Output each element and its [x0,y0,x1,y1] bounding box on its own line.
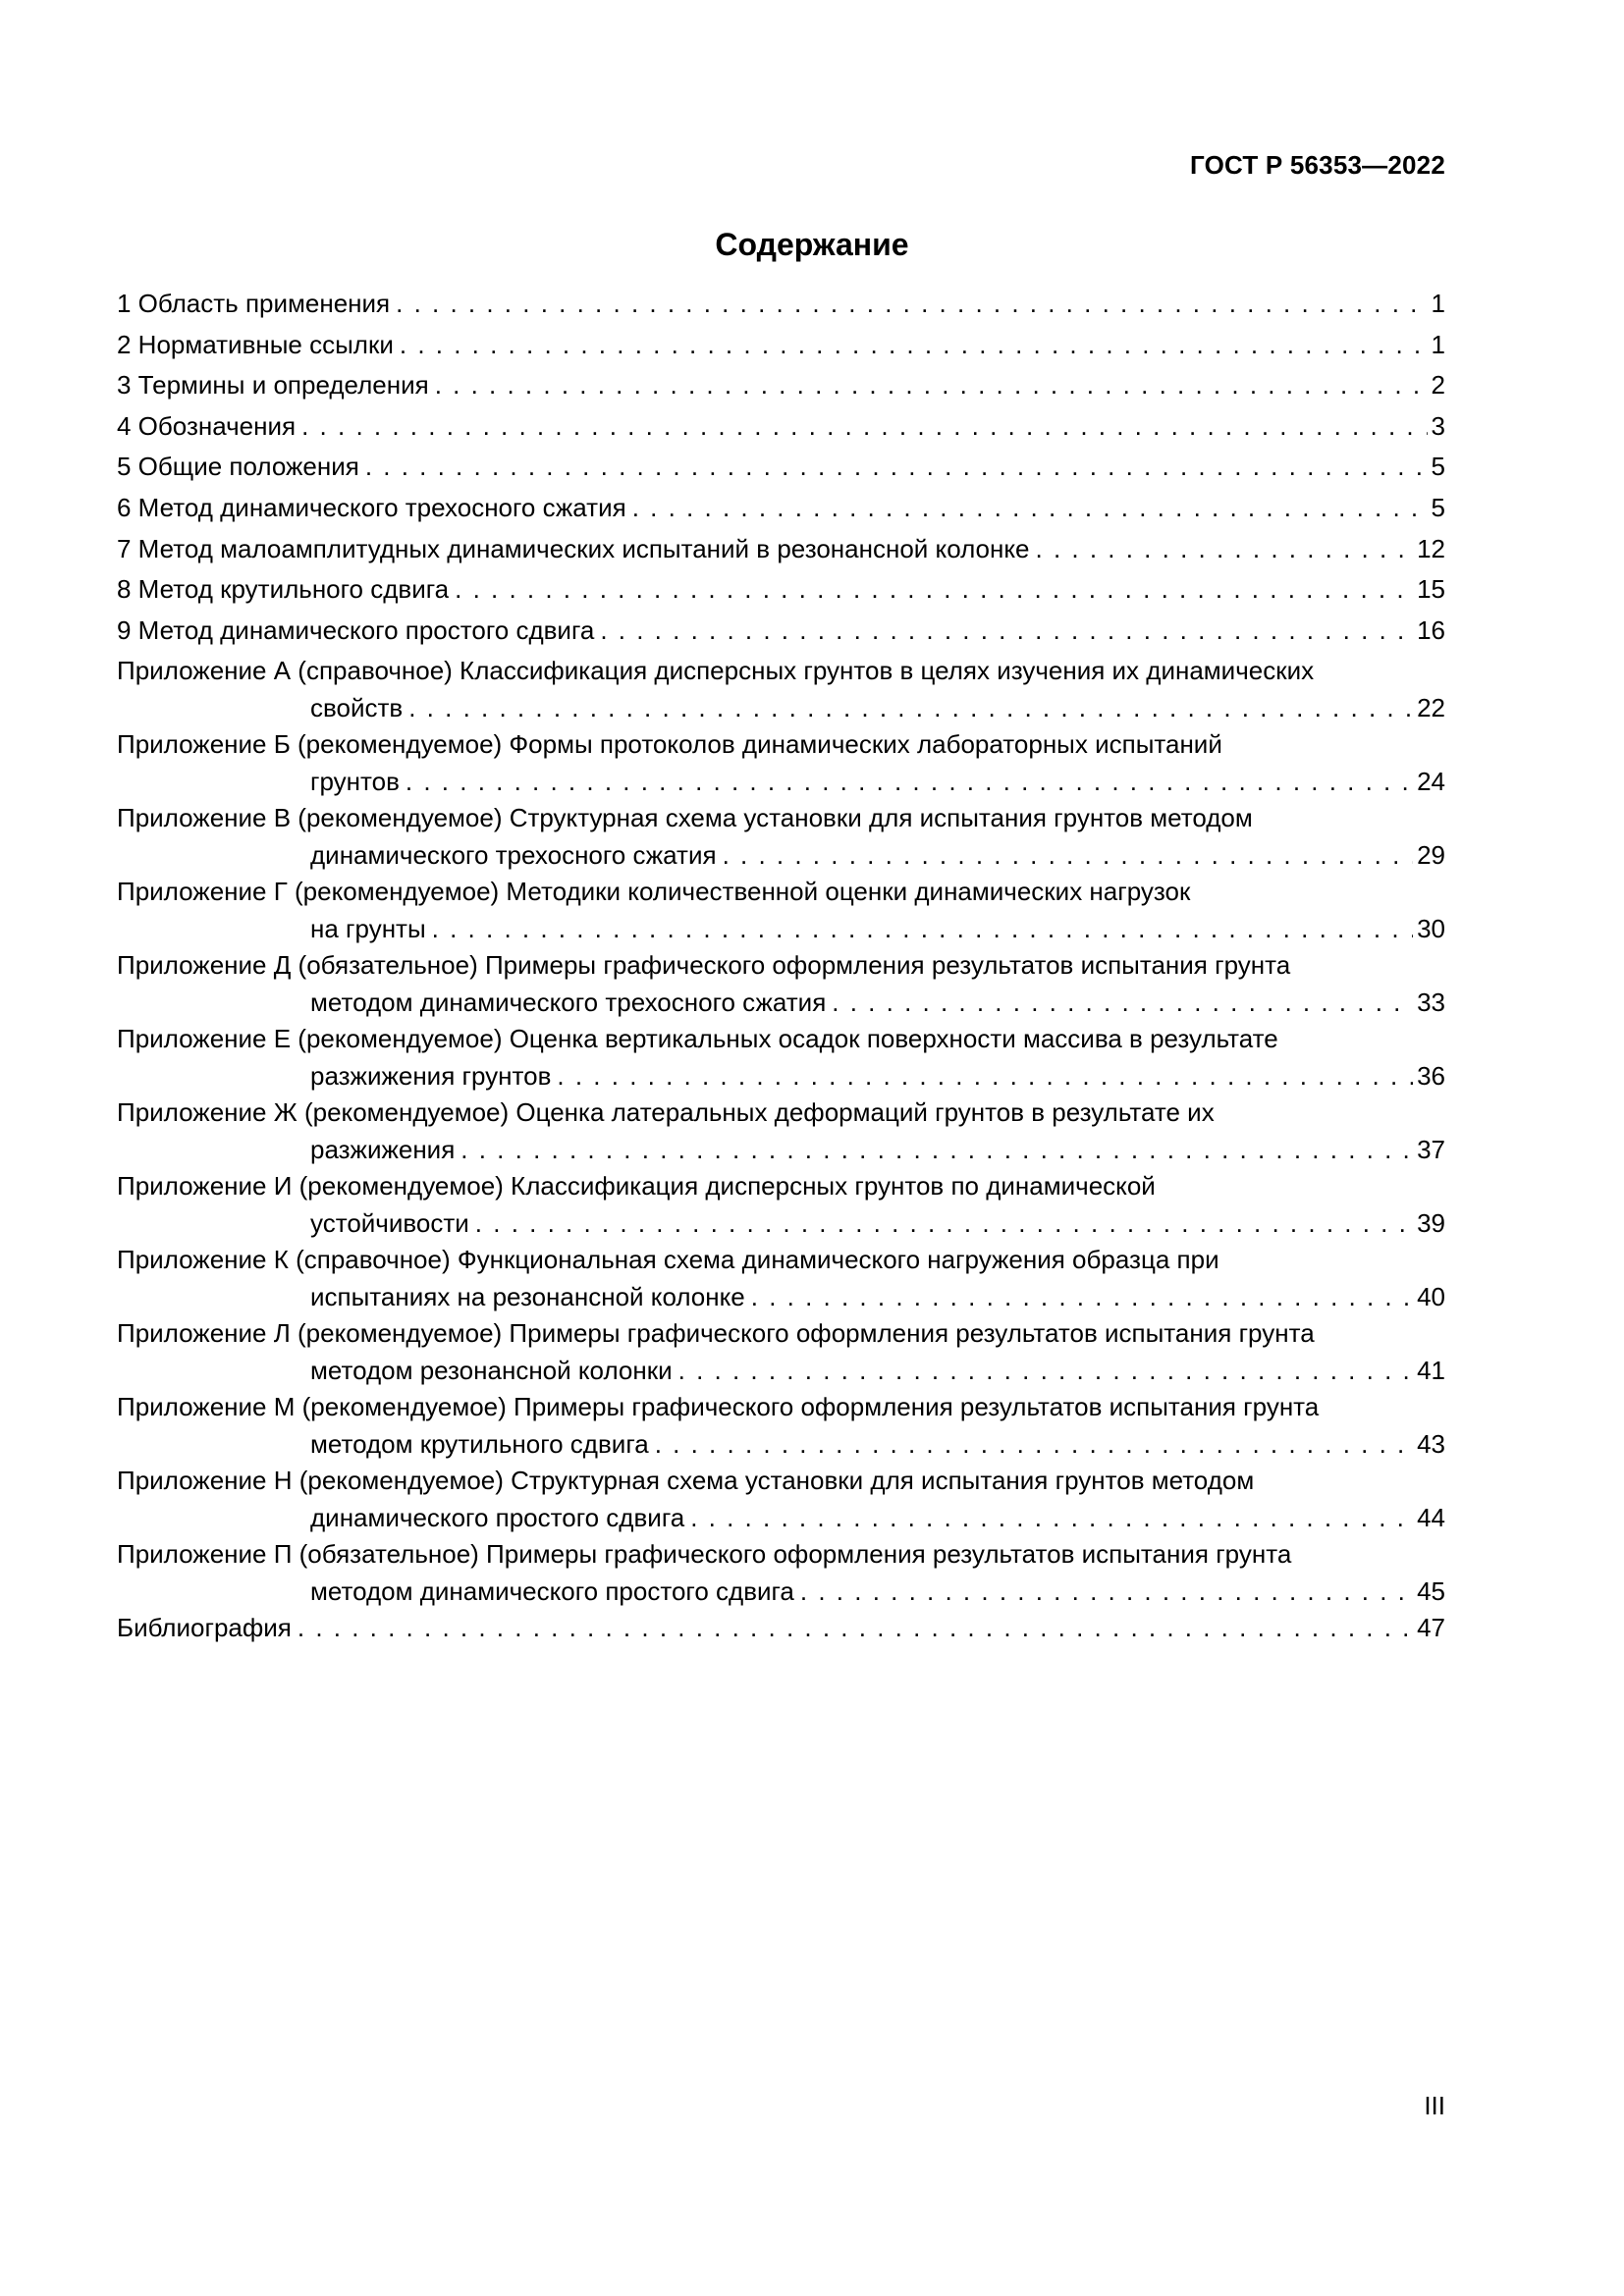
toc-entry[interactable] [117,612,1445,653]
toc-entry[interactable] [117,366,1445,407]
toc-entry-title: Приложение Ж (рекомендуемое) Оценка латеральных деформаций грунтов в результате их [117,1097,1215,1128]
toc-entry-label: 3 Термины и определения [117,370,429,400]
toc-entry-row [117,366,1445,403]
toc-entry-row [117,530,1445,567]
toc-entry-page: 43 [1417,1429,1445,1460]
toc-entry-label: методом динамического простого сдвига [310,1576,794,1607]
toc-entry-label: динамического трехосного сжатия [310,840,717,871]
toc-entry-row [117,326,1445,363]
toc-entry-label: 7 Метод малоамплитудных динамических испытаний в резонансной колонке [117,533,1030,563]
dot-leader [406,763,1413,800]
toc-entry-row [117,612,1445,649]
table-of-contents [117,285,1445,1650]
toc-entry-label: испытаниях на резонансной колонке [310,1282,745,1312]
dot-leader [800,1573,1413,1610]
dot-leader [455,570,1413,608]
toc-entry-page: 36 [1417,1061,1445,1092]
toc-entry-page: 24 [1417,767,1445,797]
toc-entry[interactable] [117,1241,1445,1314]
toc-entry-row [117,1131,1445,1168]
toc-entry-label: Библиография [117,1613,292,1643]
toc-entry-row [117,570,1445,608]
dot-leader [475,1204,1413,1242]
toc-entry-row [117,763,1445,800]
dot-leader [751,1278,1413,1315]
toc-title: Содержание [715,227,909,262]
page-number: III [1424,2091,1445,2120]
toc-entry-label: устойчивости [310,1208,469,1239]
toc-entry-page: 2 [1431,370,1445,400]
dot-leader [600,612,1413,649]
toc-entry-page: 5 [1431,452,1445,482]
toc-entry-page: 30 [1417,914,1445,944]
toc-entry[interactable] [117,873,1445,946]
dot-leader [557,1057,1413,1095]
toc-entry-title: Приложение Н (рекомендуемое) Структурная схема установки для испытания грунтов методом [117,1466,1255,1496]
toc-entry-title: Приложение К (справочное) Функциональная схема динамического нагружения образца при [117,1245,1219,1275]
toc-entry-row [117,448,1445,485]
toc-entry-title: Приложение Г (рекомендуемое) Методики количественной оценки динамических нагрузок [117,877,1191,907]
toc-entry-row [117,836,1445,874]
toc-entry[interactable] [117,570,1445,612]
toc-entry-title: Приложение М (рекомендуемое) Примеры графического оформления результатов испытания грунта [117,1392,1320,1422]
toc-entry-title: Приложение Е (рекомендуемое) Оценка вертикальных осадок поверхности массива в результате [117,1024,1278,1054]
dot-leader [655,1425,1413,1463]
toc-entry-title: Приложение В (рекомендуемое) Структурная схема установки для испытания грунтов методом [117,803,1253,833]
toc-entry[interactable] [117,1167,1445,1241]
dot-leader [1036,530,1414,567]
toc-entry-page: 22 [1417,693,1445,723]
toc-entry-row [117,1057,1445,1095]
toc-entry-label: 8 Метод крутильного сдвига [117,574,450,605]
toc-entry[interactable] [117,1020,1445,1094]
dot-leader [400,326,1428,363]
toc-entry-page: 12 [1417,533,1445,563]
toc-entry-page: 33 [1417,988,1445,1018]
dot-leader [408,689,1413,726]
toc-entry-page: 41 [1417,1356,1445,1386]
toc-entry-label: разжижения [310,1135,456,1165]
toc-entry-label: 6 Метод динамического трехосного сжатия [117,492,626,522]
toc-entry[interactable] [117,489,1445,530]
dot-leader [678,1352,1413,1389]
toc-entry[interactable] [117,448,1445,489]
document-code: ГОСТ Р 56353—2022 [1190,150,1445,180]
toc-entry[interactable] [117,946,1445,1020]
toc-entry-page: 45 [1417,1576,1445,1607]
toc-entry-label: методом крутильного сдвига [310,1429,649,1460]
toc-entry-page: 15 [1417,574,1445,605]
dot-leader [832,984,1413,1021]
toc-entry-title: Приложение И (рекомендуемое) Классификация дисперсных грунтов по динамической [117,1171,1156,1201]
toc-entry-title: Приложение А (справочное) Классификация дисперсных грунтов в целях изучения их динамических [117,656,1315,686]
dot-leader [396,285,1427,322]
toc-entry[interactable] [117,725,1445,799]
toc-entry-row [117,1278,1445,1315]
toc-entry[interactable] [117,1609,1445,1650]
toc-entry-row [117,407,1445,445]
toc-entry-page: 1 [1431,329,1445,359]
toc-entry[interactable] [117,652,1445,725]
toc-entry-label: методом динамического трехосного сжатия [310,988,827,1018]
toc-entry-row [117,489,1445,526]
toc-entry-row [117,1204,1445,1242]
toc-entry-row [117,984,1445,1021]
toc-entry-label: разжижения грунтов [310,1061,552,1092]
toc-entry-page: 47 [1417,1613,1445,1643]
dot-leader [298,1609,1413,1646]
toc-entry-label: динамического простого сдвига [310,1503,685,1533]
toc-entry-row [117,689,1445,726]
toc-entry[interactable] [117,1094,1445,1167]
toc-entry[interactable] [117,1462,1445,1535]
toc-entry-row [117,910,1445,947]
toc-entry-page: 5 [1431,492,1445,522]
toc-entry-label: 4 Обозначения [117,410,297,441]
toc-entry-title: Приложение Л (рекомендуемое) Примеры графического оформления результатов испытания грунта [117,1318,1315,1349]
toc-entry[interactable] [117,530,1445,571]
toc-entry[interactable] [117,1314,1445,1388]
dot-leader [365,448,1428,485]
toc-entry-title: Приложение Д (обязательное) Примеры графического оформления результатов испытания грунта [117,950,1291,981]
toc-entry-label: свойств [310,693,404,723]
toc-entry-page: 39 [1417,1208,1445,1239]
toc-entry-page: 44 [1417,1503,1445,1533]
toc-entry-page: 3 [1431,410,1445,441]
toc-entry-title: Приложение П (обязательное) Примеры графического оформления результатов испытания грунта [117,1539,1292,1570]
toc-entry[interactable] [117,1388,1445,1462]
toc-entry[interactable] [117,799,1445,873]
toc-entry[interactable] [117,1535,1445,1609]
toc-entry[interactable] [117,407,1445,449]
toc-entry-page: 40 [1417,1282,1445,1312]
toc-entry-row [117,1573,1445,1610]
toc-entry-label: 1 Область применения [117,289,391,318]
toc-entry[interactable] [117,326,1445,367]
toc-entry-page: 37 [1417,1135,1445,1165]
toc-entry[interactable] [117,285,1445,326]
toc-entry-title: Приложение Б (рекомендуемое) Формы протоколов динамических лабораторных испытаний [117,729,1222,760]
toc-entry-label: на грунты [310,914,426,944]
dot-leader [723,836,1414,874]
toc-entry-row [117,1499,1445,1536]
toc-entry-page: 29 [1417,840,1445,871]
dot-leader [432,910,1413,947]
toc-entry-row [117,1352,1445,1389]
toc-entry-label: методом резонансной колонки [310,1356,673,1386]
toc-entry-row [117,1609,1445,1646]
dot-leader [460,1131,1413,1168]
dot-leader [301,407,1427,445]
toc-entry-row [117,285,1445,322]
toc-entry-page: 1 [1431,289,1445,318]
toc-entry-row [117,1425,1445,1463]
toc-entry-label: 2 Нормативные ссылки [117,329,394,359]
toc-entry-label: грунтов [310,767,400,797]
dot-leader [435,366,1428,403]
toc-entry-label: 5 Общие положения [117,452,359,482]
toc-entry-label: 9 Метод динамического простого сдвига [117,614,595,645]
dot-leader [690,1499,1413,1536]
dot-leader [632,489,1428,526]
toc-entry-page: 16 [1417,614,1445,645]
